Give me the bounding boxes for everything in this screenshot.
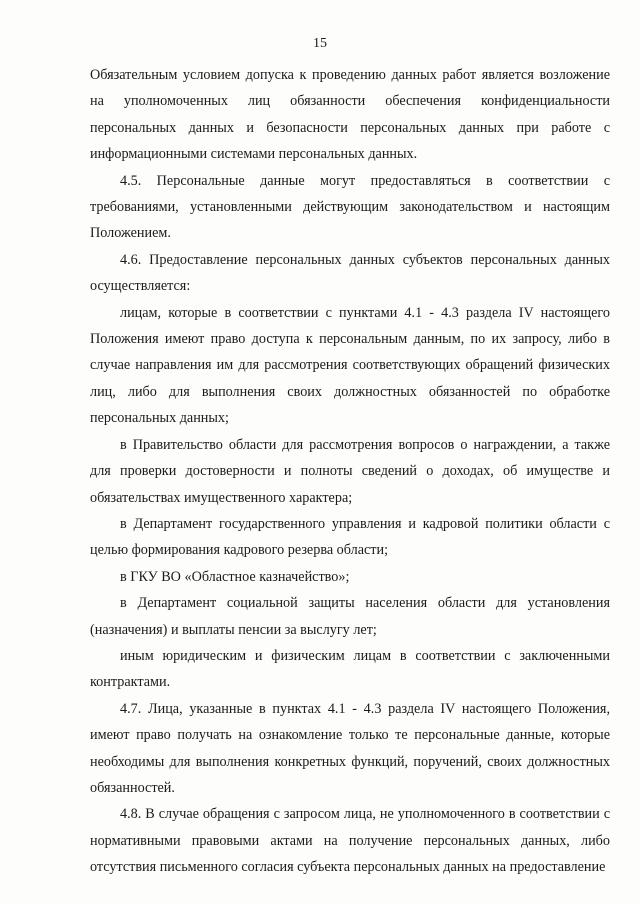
list-item-other-persons: иным юридическим и физическим лицам в соответствии с заключенными контрактами. <box>90 647 610 691</box>
list-item-social-protection: в Департамент социальной защиты населения области для установления (назначения) и выплаты пенсии за выслугу лет; <box>90 595 610 638</box>
list-item-persons: лицам, которые в соответствии с пунктами 4.1 - 4.3 раздела IV настоящего Положения имеют право доступа к персональным данным, по их запросу, либо в случае направления им для рассмотрения соответствующих обращений физических лиц, либо для выполнения своих должностных обязанностей по обработке персональных данных; <box>90 304 610 427</box>
paragraph-1: Обязательным условием допуска к проведению данных работ является возложение на уполномоченных лиц обязанности обеспечения конфиденциальности персональных данных и безопасности персональных данных при работе с информационными системами персональных данных. <box>90 67 610 163</box>
list-item-government: в Правительство области для рассмотрения вопросов о награждении, а также для проверки достоверности и полноты сведений о доходах, об имуществе и обязательствах имущественного характера; <box>90 436 610 506</box>
page-number: 15 <box>313 36 327 51</box>
paragraph-4-5: 4.5. Персональные данные могут предоставляться в соответствии с требованиями, установленными действующим законодательством и настоящим Положением. <box>90 172 610 242</box>
paragraph-4-7: 4.7. Лица, указанные в пунктах 4.1 - 4.3 раздела IV настоящего Положения, имеют право получать на ознакомление только те персональные данные, которые необходимы для выполнения конкретных функций, поручений, своих должностных обязанностей. <box>90 700 610 796</box>
paragraph-4-8: 4.8. В случае обращения с запросом лица, не уполномоченного в соответствии с нормативными правовыми актами на получение персональных данных, либо отсутствия письменного согласия субъекта персональных данных на предоставление <box>90 806 610 876</box>
list-item-treasury: в ГКУ ВО «Областное казначейство»; <box>120 568 350 585</box>
list-item-department-hr: в Департамент государственного управления и кадровой политики области с целью формирования кадрового резерва области; <box>90 515 610 559</box>
paragraph-4-6: 4.6. Предоставление персональных данных субъектов персональных данных осуществляется: <box>90 251 610 295</box>
